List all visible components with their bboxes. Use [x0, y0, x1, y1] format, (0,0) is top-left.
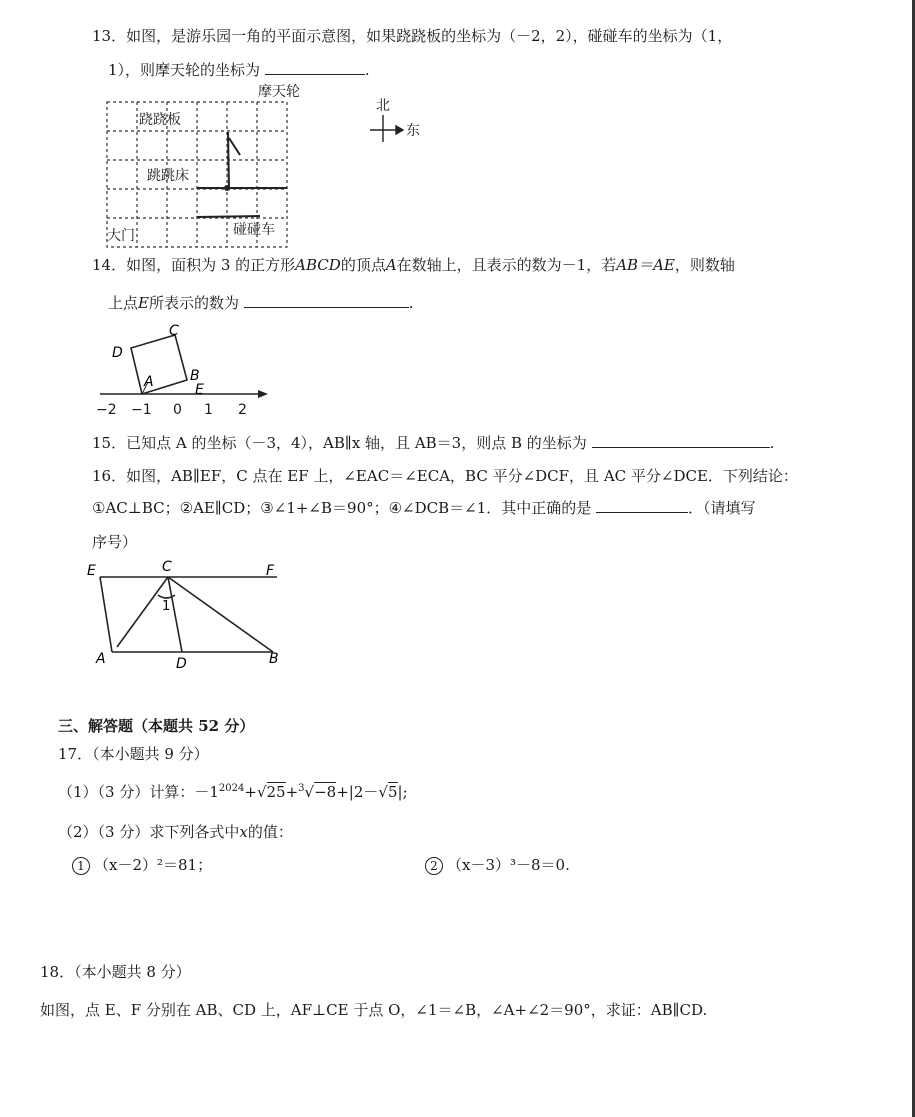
arrow-right-icon [258, 390, 268, 398]
q17-eq1 [72, 855, 212, 875]
q16-label-b: B [269, 651, 279, 667]
q17-eq2-text: （x－3）³－8＝0. [447, 856, 570, 874]
q13-label-east: 东 [406, 123, 420, 139]
q16-answer-blank [596, 498, 688, 513]
square-abcd [131, 335, 187, 394]
q14-abae: AB＝AE [616, 256, 675, 274]
q13-marks [197, 132, 287, 217]
q14-label-c: C [169, 323, 179, 339]
q17-p1-label: （1）（3 分）计算： [58, 783, 195, 801]
q17-p2-end: 的值： [247, 823, 293, 841]
q16-lines [100, 577, 277, 652]
q17-part2 [58, 822, 293, 842]
q14-figure [0, 318, 300, 423]
q14-line1-b: 的顶点 [340, 256, 386, 274]
q13-label-seesaw: 跷跷板 [139, 112, 181, 128]
q13-label-trampoline: 跳跳床 [147, 168, 189, 184]
q14-tick-label: 0 [173, 402, 182, 418]
q13-answer-blank [265, 60, 365, 75]
sqrt-icon: √ [256, 783, 267, 801]
q18-title: 18．（本小题共 8 分） [40, 963, 191, 981]
q14-label-d: D [112, 345, 123, 361]
q17-p1-expr: －1 [194, 783, 219, 801]
q16-line3: 序号） [92, 533, 138, 551]
q16-label-d: D [176, 656, 187, 672]
q17-p1-c: +|2－ [336, 783, 379, 801]
q13-label-ferris: 摩天轮 [258, 84, 300, 100]
q14-line1 [92, 255, 735, 275]
q13-line1: 13．如图，是游乐园一角的平面示意图，如果跷跷板的坐标为（－2，2），碰碰车的坐标为（1， [92, 27, 733, 45]
compass-icon [370, 115, 403, 142]
q14-line1-d: ，则数轴 [674, 256, 735, 274]
q16-line1: 16．如图，AB∥EF，C 点在 EF 上，∠EAC＝∠ECA，BC 平分∠DCF，且 AC 平分∠DCE．下列结论： [92, 467, 798, 485]
q16-label-f: F [266, 563, 275, 579]
q14-tick-label: −2 [96, 402, 117, 418]
q13-end: . [364, 61, 370, 79]
q16-label-a: A [96, 651, 106, 667]
q13-label-bumper: 碰碰车 [233, 222, 275, 238]
q17-p1-r2: −8 [314, 783, 337, 801]
q17-p1-a: + [244, 783, 257, 801]
q14-answer-blank [244, 293, 409, 308]
q16-figure [0, 555, 310, 675]
q13-label-north: 北 [376, 98, 390, 114]
q14-line2-b: 所表示的数为 [148, 294, 239, 312]
cbrt-icon: √ [304, 783, 315, 801]
q14-line2 [108, 293, 414, 313]
q14-end: . [408, 294, 414, 312]
q14-ticks [96, 402, 247, 418]
circled-number-2: 2 [425, 857, 443, 875]
q13-point-marker [224, 185, 230, 191]
q15-answer-blank [592, 433, 770, 448]
q13-label-gate: 大门 [107, 228, 135, 244]
q14-a: A [385, 256, 397, 274]
q16-label-e: E [87, 563, 96, 579]
q17-eq1-text: （x－2）²＝81； [94, 856, 213, 874]
q17-title: 17．（本小题共 9 分） [58, 745, 209, 763]
q13-figure [0, 80, 440, 255]
q14-abcd: ABCD [295, 256, 341, 274]
q15-text: 15．已知点 A 的坐标（－3，4），AB∥x 轴，且 AB＝3，则点 B 的坐标为 [92, 434, 587, 452]
q18-text: 如图，点 E、F 分别在 AB、CD 上，AF⊥CE 于点 O，∠1＝∠B，∠A+∠2＝90°，求证：AB∥CD. [40, 1001, 708, 1019]
q17-p2-label: （2）（3 分）求下列各式中 [58, 823, 240, 841]
q14-line1-a: 14．如图，面积为 3 的正方形 [92, 256, 296, 274]
q14-line2-a: 上点 [108, 294, 139, 312]
q16-line2 [92, 498, 756, 518]
q17-p1-b: + [285, 783, 299, 801]
q15-line [92, 433, 774, 453]
q14-tick-label: 2 [238, 402, 247, 418]
q14-label-b: B [190, 368, 200, 384]
q16-label-1: 1 [162, 599, 171, 614]
q14-line1-c: 在数轴上，且表示的数为－1，若 [396, 256, 617, 274]
q14-label-e: E [195, 382, 204, 398]
q17-p1-exp: 2024 [218, 783, 245, 794]
q17-p2-x: x [239, 823, 248, 841]
q16-label-c: C [162, 559, 172, 575]
q14-e: E [138, 294, 149, 312]
q14-tick-label: 1 [204, 402, 213, 418]
q17-p1-idx: 3 [298, 783, 305, 794]
q17-p1-r1: 25 [266, 783, 286, 801]
q15-end: . [769, 434, 775, 452]
q16-line2-end: ．（请填写 [688, 499, 756, 517]
q17-part1 [58, 779, 408, 802]
q13-line2-text: 1），则摩天轮的坐标为 [108, 61, 261, 79]
section-3-title: 三、解答题（本题共 52 分） [58, 717, 255, 735]
q14-tick-label: −1 [131, 402, 152, 418]
sqrt-icon: √ [378, 783, 388, 801]
q17-p1-d: |; [397, 783, 408, 801]
circled-number-1: 1 [72, 857, 90, 875]
q17-eq2 [425, 855, 570, 875]
q13-line2 [108, 60, 370, 80]
q16-line2-text: ①AC⊥BC；②AE∥CD；③∠1+∠B＝90°；④∠DCB＝∠1．其中正确的是 [92, 499, 592, 517]
q17-p1-r3: 5 [387, 783, 398, 801]
q14-label-a: A [144, 374, 154, 390]
